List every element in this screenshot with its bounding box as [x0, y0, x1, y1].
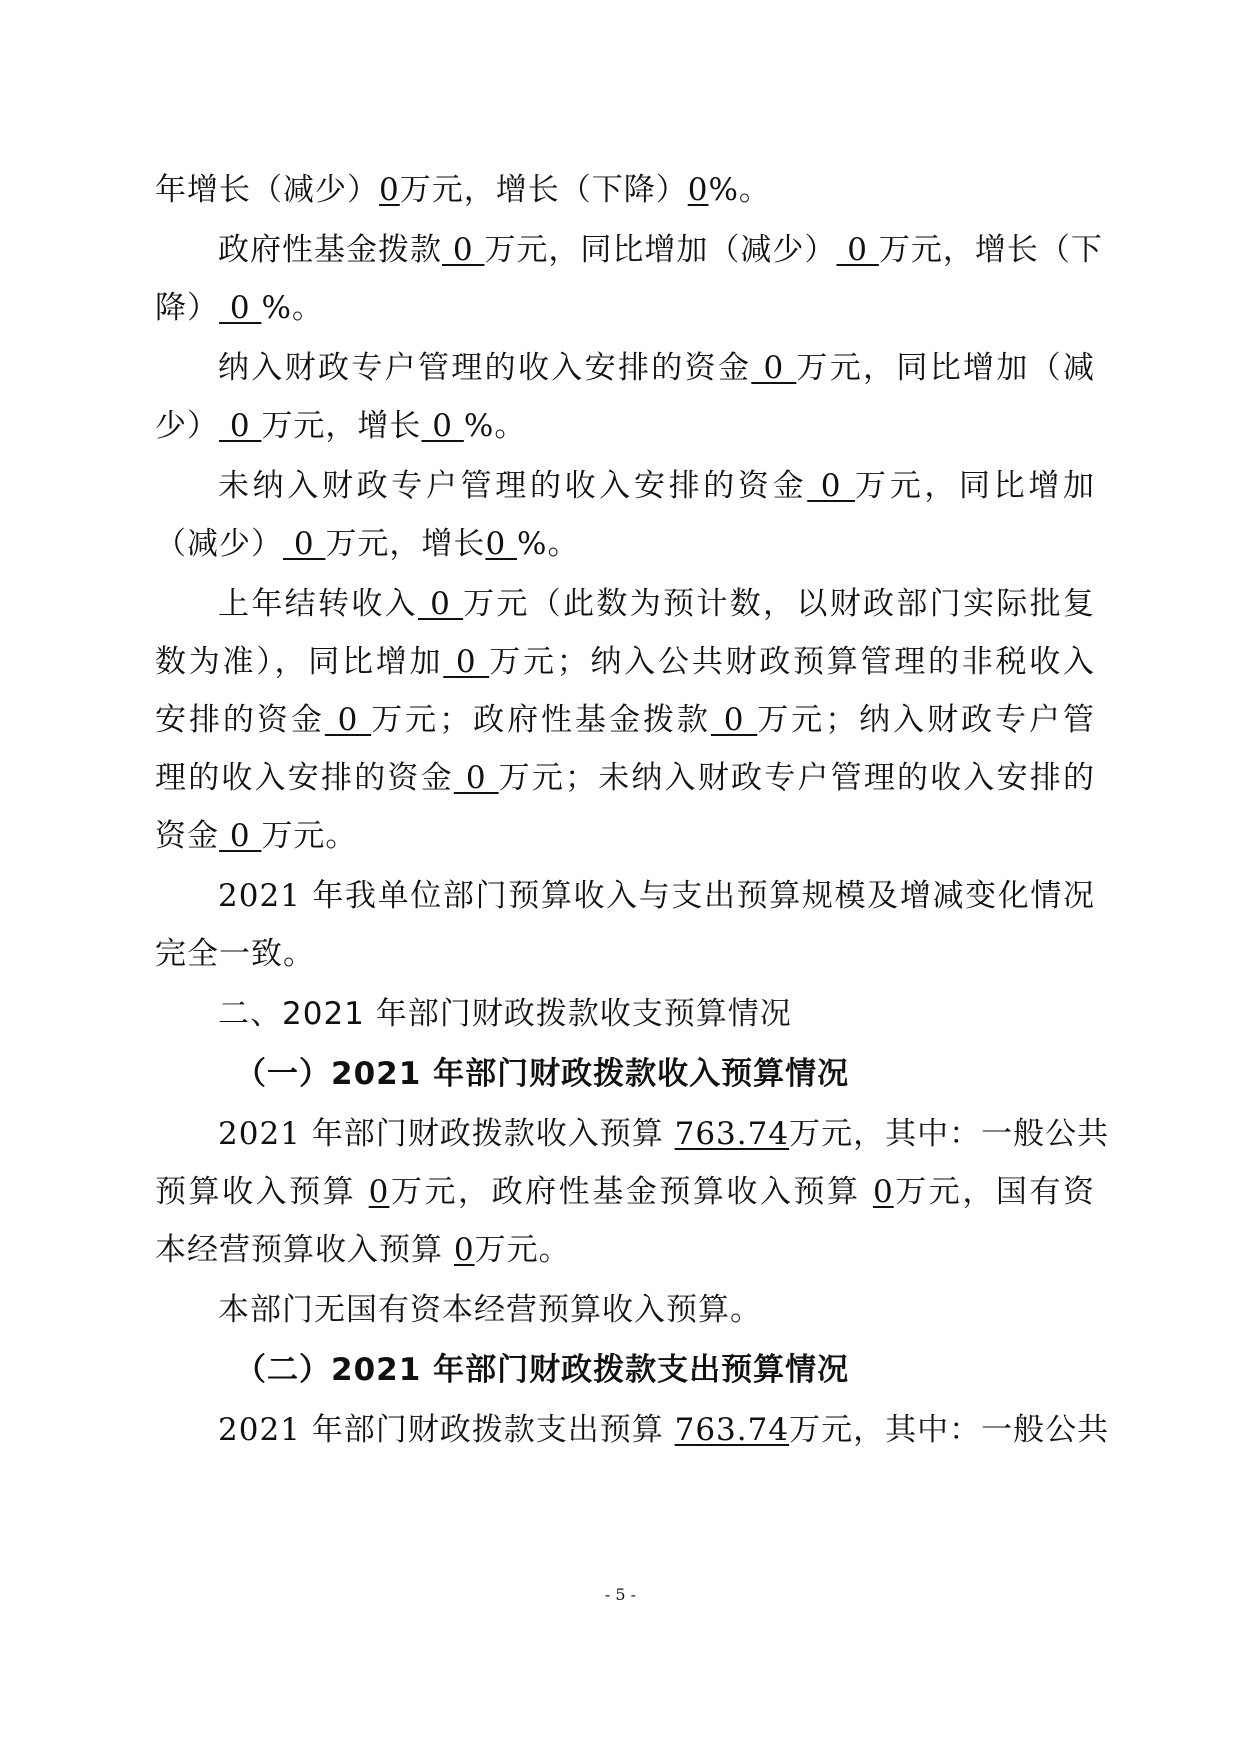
body-line: [218, 871, 1095, 921]
text-segment: 万元，同比增加（减少）: [484, 232, 837, 268]
text-segment: （减少）: [155, 526, 283, 562]
body-line: [155, 283, 1095, 333]
text-segment: 万元；政府性基金拨款: [371, 702, 711, 738]
filled-value: 0: [417, 586, 464, 622]
text-segment: 政府性基金拨款: [218, 232, 442, 268]
text-segment: 万元；纳入财政专户管: [757, 702, 1095, 738]
text-segment: 年增长（减少）: [155, 172, 379, 208]
body-line: [218, 1405, 1110, 1455]
filled-value: 0: [368, 1174, 390, 1210]
text-segment: 2021 年我单位部门预算收入与支出预算规模及增减变化情况: [218, 878, 1095, 914]
text-segment: %。: [463, 408, 527, 444]
text-segment: 万元，增长: [325, 526, 486, 562]
text-segment: 上年结转收入: [218, 586, 418, 622]
text-segment: 2021 年部门财政拨款收入预算: [218, 1116, 675, 1152]
text-segment: 安排的资金: [155, 702, 325, 738]
text-segment: 预算收入预算: [155, 1174, 369, 1210]
filled-value: 0: [324, 702, 372, 738]
filled-value: 0: [807, 468, 856, 504]
filled-value: 0: [687, 172, 709, 208]
text-segment: 少）: [155, 408, 219, 444]
body-line: [155, 1225, 1095, 1275]
body-line: [155, 753, 1095, 803]
text-segment: 万元，其中：一般公共: [789, 1412, 1110, 1448]
filled-value: 0: [872, 1174, 894, 1210]
filled-value: 0: [219, 408, 262, 444]
body-line: [218, 461, 1095, 511]
text-segment: 万元，同比增加: [855, 468, 1096, 504]
text-segment: 理的收入安排的资金: [155, 760, 454, 796]
body-line: [155, 695, 1095, 745]
filled-value: 0: [443, 644, 490, 680]
page-number: - 5 -: [604, 1585, 637, 1604]
section-heading: 二、2021 年部门财政拨款收支预算情况: [218, 996, 792, 1032]
text-segment: 万元。: [261, 818, 358, 854]
filled-value: 763.74: [674, 1116, 790, 1152]
text-segment: 万元（此数为预计数，以财政部门实际批复: [463, 586, 1096, 622]
text-segment: 万元，同比增加（减: [796, 350, 1096, 386]
text-segment: 万元；未纳入财政专户管理的收入安排的: [498, 760, 1096, 796]
filled-value: 0: [219, 290, 262, 326]
text-segment: 万元；纳入公共财政预算管理的非税收入: [489, 644, 1096, 680]
body-line: [155, 519, 1095, 569]
body-line: [155, 401, 1095, 451]
text-segment: 纳入财政专户管理的收入安排的资金: [218, 350, 752, 386]
text-segment: 数为准），同比增加: [155, 644, 444, 680]
text-segment: 完全一致。: [155, 936, 315, 972]
body-line: [218, 1109, 1110, 1159]
body-line: [155, 929, 1095, 979]
text-segment: 降）: [155, 290, 219, 326]
body-line: [155, 1167, 1095, 1217]
subsection-heading: （一）2021 年部门财政拨款收入预算情况: [235, 1056, 850, 1092]
filled-value: 0: [379, 172, 400, 208]
filled-value: 0: [442, 232, 485, 268]
filled-value: 0: [751, 350, 797, 386]
filled-value: 0: [453, 1232, 475, 1268]
body-line: [155, 165, 1095, 215]
text-segment: %。: [517, 526, 580, 562]
text-segment: 万元，增长（下降）: [399, 172, 688, 208]
text-segment: 万元。: [474, 1232, 571, 1268]
filled-value: 0: [219, 818, 262, 854]
filled-value: 0: [453, 760, 499, 796]
text-segment: 万元，其中：一般公共: [789, 1116, 1110, 1152]
text-segment: 万元，政府性基金预算收入预算: [389, 1174, 873, 1210]
filled-value: 0: [836, 232, 879, 268]
filled-value: 0: [283, 526, 326, 562]
text-segment: 本经营预算收入预算: [155, 1232, 454, 1268]
body-line: [218, 579, 1095, 629]
text-segment: %。: [708, 172, 771, 208]
body-line: [155, 811, 1095, 861]
text-segment: 万元，增长（下: [878, 232, 1103, 268]
text-segment: 万元，增长: [261, 408, 422, 444]
subsection-heading: （二）2021 年部门财政拨款支出预算情况: [235, 1352, 850, 1388]
filled-value: 0: [710, 702, 758, 738]
filled-value: 0: [485, 526, 518, 562]
body-line: [218, 343, 1095, 393]
text-segment: 资金: [155, 818, 219, 854]
filled-value: 763.74: [674, 1412, 790, 1448]
text-segment: 2021 年部门财政拨款支出预算: [218, 1412, 675, 1448]
body-line: [218, 225, 1103, 275]
text-segment: %。: [261, 290, 324, 326]
text-segment: 万元，国有资: [893, 1174, 1095, 1210]
body-line: 本部门无国有资本经营预算收入预算。: [218, 1292, 762, 1328]
body-line: [155, 637, 1095, 687]
filled-value: 0: [421, 408, 464, 444]
text-segment: 未纳入财政专户管理的收入安排的资金: [218, 468, 808, 504]
